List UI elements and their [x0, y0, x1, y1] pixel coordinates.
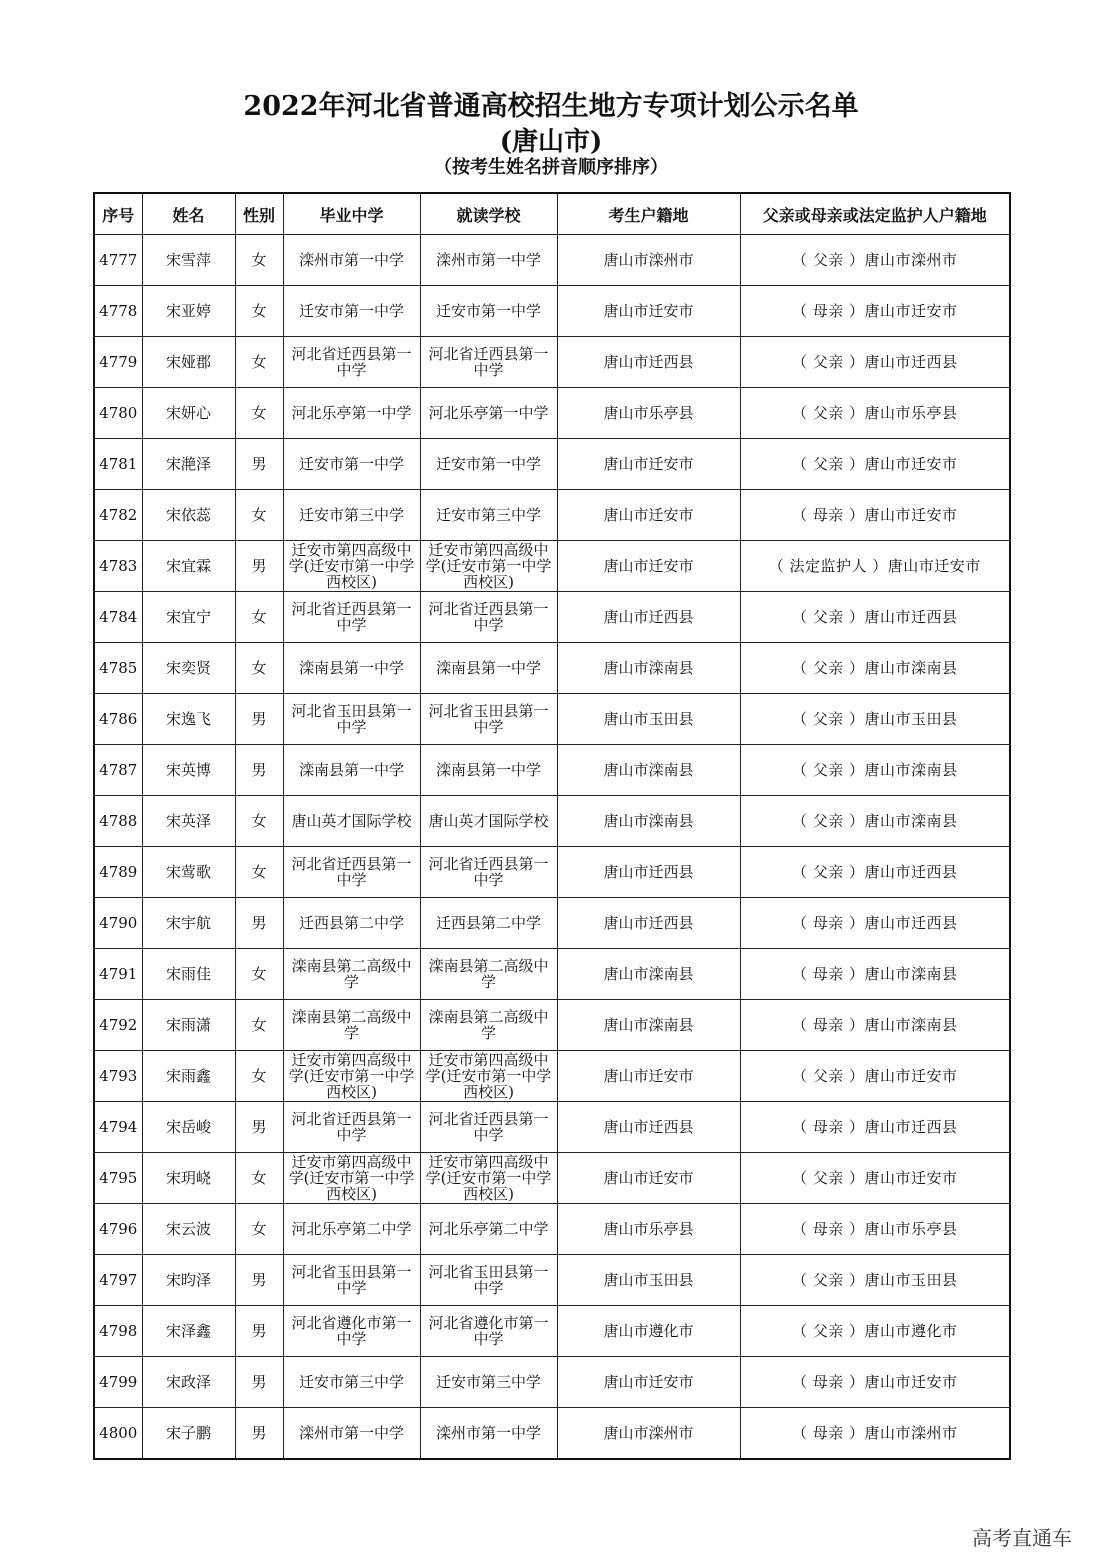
roster-table — [93, 192, 1011, 1460]
cell-current-school: 迁安市第一中学 — [420, 439, 557, 490]
cell-name: 宋英博 — [142, 745, 235, 796]
cell-current-school: 河北省迁西县第一中学 — [420, 847, 557, 898]
table-row — [94, 337, 1010, 388]
cell-name: 宋奕贤 — [142, 643, 235, 694]
cell-name: 宋宜霖 — [142, 541, 235, 592]
cell-graduated-school: 河北省玉田县第一中学 — [283, 1255, 420, 1306]
cell-sex: 男 — [235, 1102, 283, 1153]
cell-parent-hukou: （ 父亲 ）唐山市迁安市 — [740, 1153, 1010, 1204]
table-row — [94, 1051, 1010, 1102]
cell-current-school: 迁安市第一中学 — [420, 286, 557, 337]
cell-current-school: 迁安市第三中学 — [420, 490, 557, 541]
cell-student-hukou: 唐山市迁西县 — [557, 898, 740, 949]
cell-current-school: 唐山英才国际学校 — [420, 796, 557, 847]
cell-current-school: 迁安市第四高级中学(迁安市第一中学西校区) — [420, 541, 557, 592]
cell-sex: 女 — [235, 1153, 283, 1204]
cell-number: 4785 — [94, 643, 142, 694]
cell-sex: 女 — [235, 592, 283, 643]
cell-parent-hukou: （ 父亲 ）唐山市迁安市 — [740, 1051, 1010, 1102]
cell-number: 4789 — [94, 847, 142, 898]
table-row — [94, 388, 1010, 439]
cell-parent-hukou: （ 母亲 ）唐山市迁安市 — [740, 490, 1010, 541]
table-row — [94, 592, 1010, 643]
cell-parent-hukou: （ 父亲 ）唐山市迁安市 — [740, 439, 1010, 490]
table-row — [94, 1408, 1010, 1460]
table-row — [94, 1255, 1010, 1306]
cell-sex: 女 — [235, 1204, 283, 1255]
cell-parent-hukou: （ 父亲 ）唐山市迁西县 — [740, 592, 1010, 643]
cell-student-hukou: 唐山市玉田县 — [557, 694, 740, 745]
cell-parent-hukou: （ 母亲 ）唐山市迁西县 — [740, 1102, 1010, 1153]
cell-name: 宋娅郡 — [142, 337, 235, 388]
cell-number: 4797 — [94, 1255, 142, 1306]
cell-parent-hukou: （ 母亲 ）唐山市滦州市 — [740, 1408, 1010, 1460]
cell-number: 4798 — [94, 1306, 142, 1357]
cell-name: 宋泽鑫 — [142, 1306, 235, 1357]
cell-name: 宋玥峣 — [142, 1153, 235, 1204]
cell-student-hukou: 唐山市乐亭县 — [557, 388, 740, 439]
cell-student-hukou: 唐山市乐亭县 — [557, 1204, 740, 1255]
cell-current-school: 河北乐亭第二中学 — [420, 1204, 557, 1255]
cell-sex: 女 — [235, 388, 283, 439]
cell-current-school: 滦南县第一中学 — [420, 643, 557, 694]
cell-current-school: 滦南县第二高级中学 — [420, 1000, 557, 1051]
cell-name: 宋雨鑫 — [142, 1051, 235, 1102]
col-header-student-hukou: 考生户籍地 — [557, 193, 740, 235]
cell-graduated-school: 河北省迁西县第一中学 — [283, 1102, 420, 1153]
cell-name: 宋云波 — [142, 1204, 235, 1255]
cell-parent-hukou: （ 母亲 ）唐山市迁安市 — [740, 1357, 1010, 1408]
cell-name: 宋岳峻 — [142, 1102, 235, 1153]
cell-graduated-school: 迁安市第四高级中学(迁安市第一中学西校区) — [283, 1153, 420, 1204]
cell-sex: 女 — [235, 643, 283, 694]
col-header-current-school: 就读学校 — [420, 193, 557, 235]
cell-name: 宋依蕊 — [142, 490, 235, 541]
roster-body — [94, 235, 1010, 1460]
cell-student-hukou: 唐山市滦南县 — [557, 796, 740, 847]
table-row — [94, 541, 1010, 592]
cell-sex: 男 — [235, 745, 283, 796]
cell-current-school: 河北省遵化市第一中学 — [420, 1306, 557, 1357]
cell-name: 宋雨佳 — [142, 949, 235, 1000]
cell-number: 4782 — [94, 490, 142, 541]
cell-number: 4795 — [94, 1153, 142, 1204]
cell-name: 宋英泽 — [142, 796, 235, 847]
cell-current-school: 滦南县第二高级中学 — [420, 949, 557, 1000]
cell-student-hukou: 唐山市迁安市 — [557, 541, 740, 592]
cell-student-hukou: 唐山市滦南县 — [557, 643, 740, 694]
cell-student-hukou: 唐山市迁西县 — [557, 1102, 740, 1153]
table-row — [94, 286, 1010, 337]
cell-graduated-school: 河北省玉田县第一中学 — [283, 694, 420, 745]
cell-sex: 女 — [235, 796, 283, 847]
table-row — [94, 847, 1010, 898]
cell-parent-hukou: （ 父亲 ）唐山市迁西县 — [740, 847, 1010, 898]
cell-student-hukou: 唐山市滦南县 — [557, 745, 740, 796]
table-row — [94, 1357, 1010, 1408]
cell-parent-hukou: （ 父亲 ）唐山市遵化市 — [740, 1306, 1010, 1357]
cell-graduated-school: 迁安市第三中学 — [283, 490, 420, 541]
cell-parent-hukou: （ 父亲 ）唐山市迁西县 — [740, 337, 1010, 388]
cell-name: 宋莺歌 — [142, 847, 235, 898]
cell-parent-hukou: （ 父亲 ）唐山市乐亭县 — [740, 388, 1010, 439]
col-header-sex: 性别 — [235, 193, 283, 235]
cell-graduated-school: 迁安市第四高级中学(迁安市第一中学西校区) — [283, 541, 420, 592]
cell-number: 4784 — [94, 592, 142, 643]
table-row — [94, 1153, 1010, 1204]
cell-sex: 女 — [235, 337, 283, 388]
cell-number: 4779 — [94, 337, 142, 388]
col-header-parent-hukou: 父亲或母亲或法定监护人户籍地 — [740, 193, 1010, 235]
cell-parent-hukou: （ 母亲 ）唐山市乐亭县 — [740, 1204, 1010, 1255]
cell-sex: 男 — [235, 1306, 283, 1357]
cell-sex: 男 — [235, 1255, 283, 1306]
cell-name: 宋妍心 — [142, 388, 235, 439]
cell-number: 4781 — [94, 439, 142, 490]
cell-parent-hukou: （ 父亲 ）唐山市滦州市 — [740, 235, 1010, 286]
cell-parent-hukou: （ 母亲 ）唐山市迁安市 — [740, 286, 1010, 337]
table-row — [94, 898, 1010, 949]
cell-student-hukou: 唐山市滦州市 — [557, 235, 740, 286]
table-row — [94, 1306, 1010, 1357]
cell-graduated-school: 迁西县第二中学 — [283, 898, 420, 949]
cell-current-school: 迁西县第二中学 — [420, 898, 557, 949]
cell-name: 宋政泽 — [142, 1357, 235, 1408]
cell-number: 4783 — [94, 541, 142, 592]
cell-number: 4790 — [94, 898, 142, 949]
cell-graduated-school: 滦南县第一中学 — [283, 643, 420, 694]
cell-student-hukou: 唐山市迁安市 — [557, 490, 740, 541]
cell-graduated-school: 河北省迁西县第一中学 — [283, 592, 420, 643]
cell-sex: 女 — [235, 1000, 283, 1051]
cell-parent-hukou: （ 母亲 ）唐山市滦南县 — [740, 949, 1010, 1000]
cell-student-hukou: 唐山市遵化市 — [557, 1306, 740, 1357]
cell-parent-hukou: （ 父亲 ）唐山市玉田县 — [740, 694, 1010, 745]
cell-current-school: 河北省迁西县第一中学 — [420, 592, 557, 643]
cell-student-hukou: 唐山市迁安市 — [557, 286, 740, 337]
cell-student-hukou: 唐山市迁安市 — [557, 1051, 740, 1102]
cell-student-hukou: 唐山市迁西县 — [557, 592, 740, 643]
table-row — [94, 1204, 1010, 1255]
cell-graduated-school: 迁安市第四高级中学(迁安市第一中学西校区) — [283, 1051, 420, 1102]
cell-number: 4791 — [94, 949, 142, 1000]
cell-current-school: 河北乐亭第一中学 — [420, 388, 557, 439]
cell-graduated-school: 滦南县第二高级中学 — [283, 1000, 420, 1051]
cell-graduated-school: 河北省迁西县第一中学 — [283, 337, 420, 388]
cell-number: 4799 — [94, 1357, 142, 1408]
cell-student-hukou: 唐山市迁安市 — [557, 439, 740, 490]
cell-student-hukou: 唐山市滦南县 — [557, 1000, 740, 1051]
table-row — [94, 643, 1010, 694]
cell-name: 宋昀泽 — [142, 1255, 235, 1306]
cell-sex: 男 — [235, 1408, 283, 1460]
cell-sex: 女 — [235, 847, 283, 898]
cell-name: 宋宇航 — [142, 898, 235, 949]
cell-number: 4780 — [94, 388, 142, 439]
cell-sex: 女 — [235, 1051, 283, 1102]
watermark: 高考直通车 — [972, 1526, 1072, 1550]
table-row — [94, 235, 1010, 286]
col-header-name: 姓名 — [142, 193, 235, 235]
page-subtitle-city: (唐山市) — [499, 127, 603, 157]
sort-note: （按考生姓名拼音顺序排序） — [434, 157, 668, 178]
cell-name: 宋亚婷 — [142, 286, 235, 337]
cell-student-hukou: 唐山市迁西县 — [557, 847, 740, 898]
table-row — [94, 1102, 1010, 1153]
cell-sex: 男 — [235, 439, 283, 490]
cell-graduated-school: 滦南县第二高级中学 — [283, 949, 420, 1000]
cell-graduated-school: 迁安市第三中学 — [283, 1357, 420, 1408]
cell-parent-hukou: （ 父亲 ）唐山市玉田县 — [740, 1255, 1010, 1306]
cell-current-school: 河北省玉田县第一中学 — [420, 1255, 557, 1306]
cell-current-school: 迁安市第四高级中学(迁安市第一中学西校区) — [420, 1153, 557, 1204]
cell-graduated-school: 迁安市第一中学 — [283, 439, 420, 490]
cell-student-hukou: 唐山市滦州市 — [557, 1408, 740, 1460]
cell-number: 4794 — [94, 1102, 142, 1153]
cell-student-hukou: 唐山市迁安市 — [557, 1153, 740, 1204]
cell-student-hukou: 唐山市迁安市 — [557, 1357, 740, 1408]
cell-parent-hukou: （ 法定监护人 ）唐山市迁安市 — [740, 541, 1010, 592]
cell-number: 4777 — [94, 235, 142, 286]
cell-graduated-school: 滦州市第一中学 — [283, 1408, 420, 1460]
cell-sex: 男 — [235, 694, 283, 745]
table-row — [94, 1000, 1010, 1051]
cell-parent-hukou: （ 母亲 ）唐山市迁西县 — [740, 898, 1010, 949]
cell-current-school: 河北省迁西县第一中学 — [420, 1102, 557, 1153]
cell-graduated-school: 滦州市第一中学 — [283, 235, 420, 286]
cell-graduated-school: 唐山英才国际学校 — [283, 796, 420, 847]
table-row — [94, 745, 1010, 796]
cell-graduated-school: 迁安市第一中学 — [283, 286, 420, 337]
col-header-number: 序号 — [94, 193, 142, 235]
table-header-row — [94, 193, 1010, 235]
cell-number: 4792 — [94, 1000, 142, 1051]
cell-sex: 女 — [235, 286, 283, 337]
cell-current-school: 河北省迁西县第一中学 — [420, 337, 557, 388]
cell-sex: 男 — [235, 541, 283, 592]
table-row — [94, 796, 1010, 847]
cell-student-hukou: 唐山市迁西县 — [557, 337, 740, 388]
table-row — [94, 490, 1010, 541]
cell-parent-hukou: （ 父亲 ）唐山市滦南县 — [740, 643, 1010, 694]
page-title: 2022年河北省普通高校招生地方专项计划公示名单 — [243, 91, 859, 122]
cell-number: 4788 — [94, 796, 142, 847]
cell-graduated-school: 河北乐亭第一中学 — [283, 388, 420, 439]
cell-current-school: 迁安市第四高级中学(迁安市第一中学西校区) — [420, 1051, 557, 1102]
cell-name: 宋滟泽 — [142, 439, 235, 490]
cell-sex: 女 — [235, 949, 283, 1000]
cell-parent-hukou: （ 父亲 ）唐山市滦南县 — [740, 796, 1010, 847]
cell-name: 宋雪萍 — [142, 235, 235, 286]
cell-current-school: 迁安市第三中学 — [420, 1357, 557, 1408]
cell-number: 4786 — [94, 694, 142, 745]
cell-parent-hukou: （ 父亲 ）唐山市滦南县 — [740, 745, 1010, 796]
col-header-graduated-school: 毕业中学 — [283, 193, 420, 235]
cell-parent-hukou: （ 母亲 ）唐山市滦南县 — [740, 1000, 1010, 1051]
table-row — [94, 949, 1010, 1000]
cell-number: 4793 — [94, 1051, 142, 1102]
cell-sex: 女 — [235, 235, 283, 286]
table-row — [94, 694, 1010, 745]
cell-student-hukou: 唐山市滦南县 — [557, 949, 740, 1000]
cell-graduated-school: 滦南县第一中学 — [283, 745, 420, 796]
cell-number: 4787 — [94, 745, 142, 796]
cell-number: 4778 — [94, 286, 142, 337]
cell-name: 宋宜宁 — [142, 592, 235, 643]
table-row — [94, 439, 1010, 490]
cell-student-hukou: 唐山市玉田县 — [557, 1255, 740, 1306]
cell-number: 4796 — [94, 1204, 142, 1255]
cell-sex: 女 — [235, 490, 283, 541]
cell-graduated-school: 河北省遵化市第一中学 — [283, 1306, 420, 1357]
cell-name: 宋子鹏 — [142, 1408, 235, 1460]
cell-current-school: 滦南县第一中学 — [420, 745, 557, 796]
cell-number: 4800 — [94, 1408, 142, 1460]
cell-current-school: 河北省玉田县第一中学 — [420, 694, 557, 745]
cell-current-school: 滦州市第一中学 — [420, 235, 557, 286]
cell-sex: 男 — [235, 898, 283, 949]
cell-current-school: 滦州市第一中学 — [420, 1408, 557, 1460]
cell-graduated-school: 河北省迁西县第一中学 — [283, 847, 420, 898]
cell-sex: 男 — [235, 1357, 283, 1408]
cell-name: 宋雨潇 — [142, 1000, 235, 1051]
cell-name: 宋逸飞 — [142, 694, 235, 745]
cell-graduated-school: 河北乐亭第二中学 — [283, 1204, 420, 1255]
